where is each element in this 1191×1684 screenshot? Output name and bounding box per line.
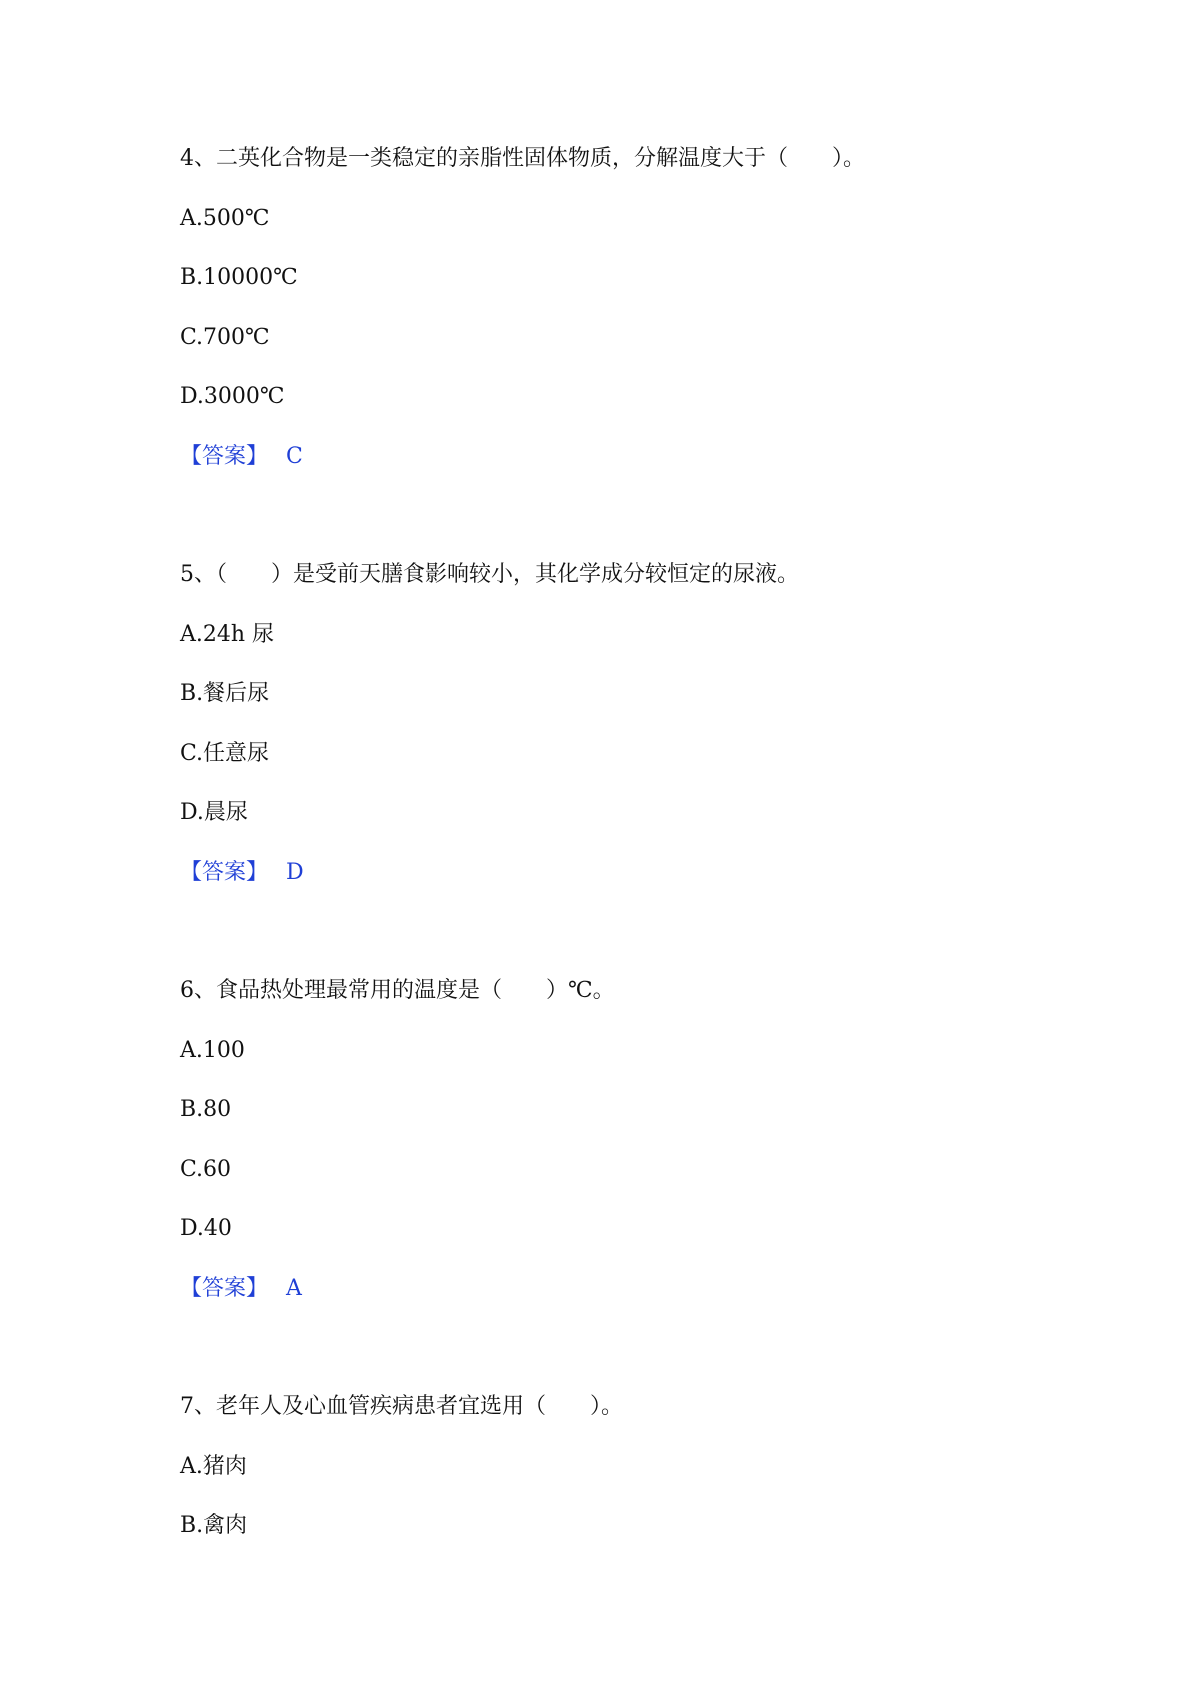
answer-label: 【答案】 bbox=[180, 444, 269, 469]
question-6-option-d: D.40 bbox=[180, 1216, 232, 1241]
question-4-option-a: A.500℃ bbox=[180, 206, 270, 231]
question-5-answer bbox=[180, 858, 304, 888]
answer-value: A bbox=[286, 1276, 302, 1301]
question-4-stem: 4、二英化合物是一类稳定的亲脂性固体物质，分解温度大于（ ）。 bbox=[180, 146, 865, 171]
question-4-option-d: D.3000℃ bbox=[180, 384, 285, 409]
question-5-option-c: C.任意尿 bbox=[180, 741, 270, 766]
answer-value: C bbox=[286, 444, 303, 469]
question-4-option-b: B.10000℃ bbox=[180, 265, 298, 290]
answer-label: 【答案】 bbox=[180, 860, 269, 885]
question-7-option-b: B.禽肉 bbox=[180, 1513, 248, 1538]
question-5-option-d: D.晨尿 bbox=[180, 800, 248, 825]
question-6-option-b: B.80 bbox=[180, 1097, 232, 1122]
question-6-option-a: A.100 bbox=[180, 1038, 245, 1063]
answer-label: 【答案】 bbox=[180, 1276, 269, 1301]
question-7-option-a: A.猪肉 bbox=[180, 1454, 247, 1479]
question-5-option-b: B.餐后尿 bbox=[180, 681, 270, 706]
question-6-answer bbox=[180, 1274, 302, 1304]
answer-value: D bbox=[286, 860, 304, 885]
question-4-answer bbox=[180, 442, 303, 472]
question-6-stem: 6、食品热处理最常用的温度是（ ）℃。 bbox=[180, 978, 615, 1003]
question-7-stem: 7、老年人及心血管疾病患者宜选用（ ）。 bbox=[180, 1394, 623, 1419]
question-5-stem: 5、（ ）是受前天膳食影响较小，其化学成分较恒定的尿液。 bbox=[180, 562, 799, 587]
question-4-option-c: C.700℃ bbox=[180, 325, 270, 350]
question-6-option-c: C.60 bbox=[180, 1157, 232, 1182]
question-5-option-a: A.24h 尿 bbox=[180, 622, 275, 647]
